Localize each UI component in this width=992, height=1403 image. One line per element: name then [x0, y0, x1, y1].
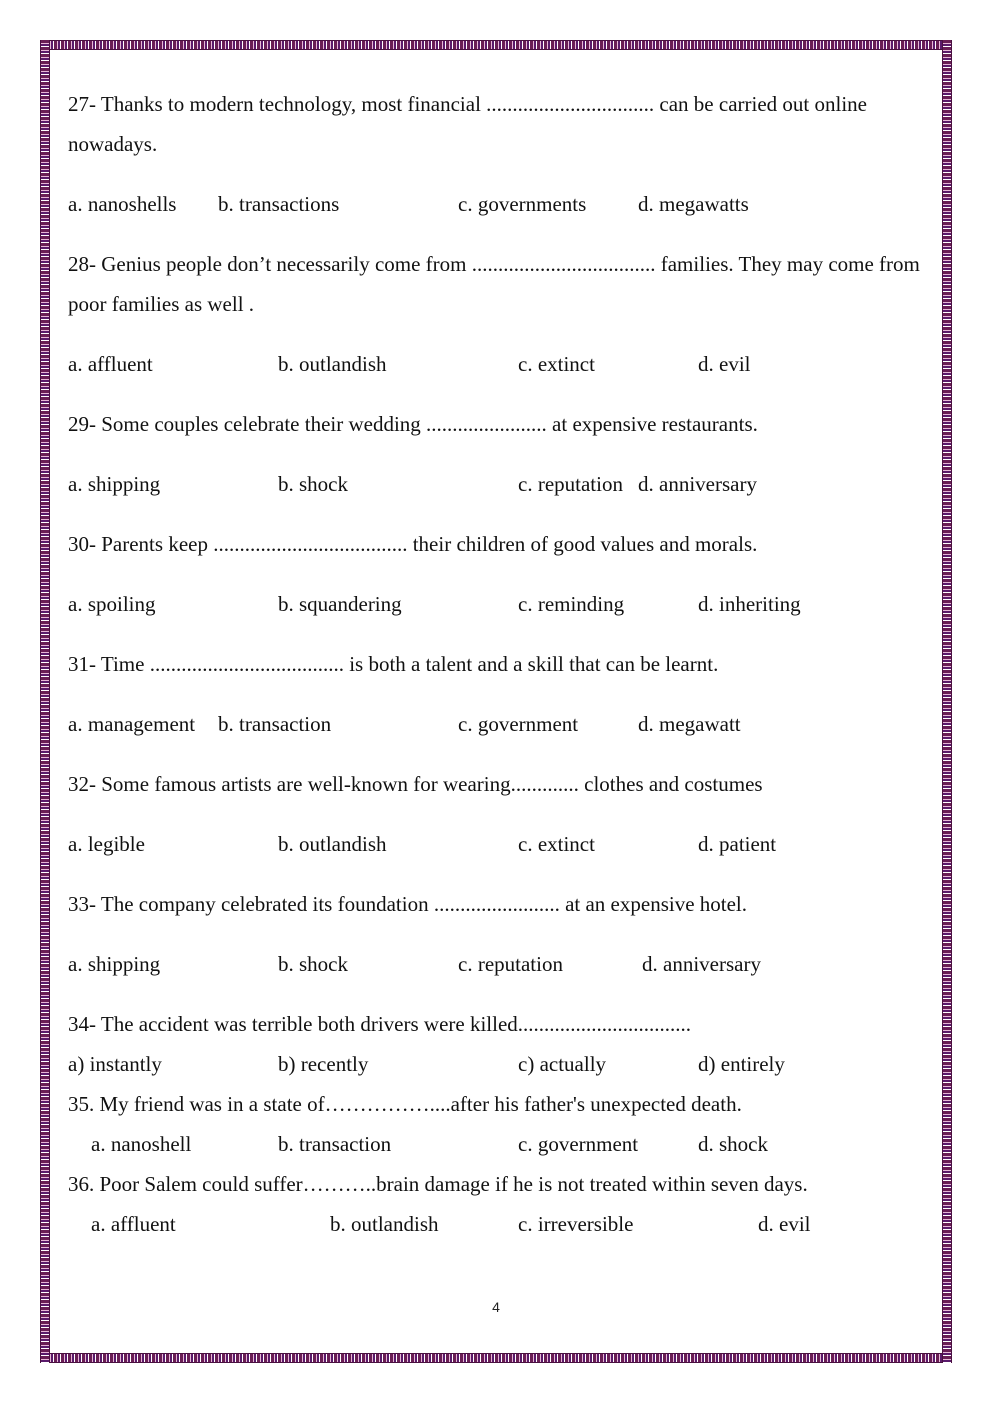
- option-b[interactable]: b. shock: [278, 472, 348, 496]
- question-27: 27- Thanks to modern technology, most financial ................................ can be carried out online nowadays.: [68, 92, 867, 156]
- question-35: 35. My friend was in a state of……………....after his father's unexpected death.: [68, 1092, 742, 1116]
- options-31: [68, 704, 928, 744]
- options-34: [68, 1044, 928, 1084]
- option-a[interactable]: a. spoiling: [68, 592, 156, 616]
- option-d[interactable]: d. evil: [758, 1212, 811, 1236]
- option-d[interactable]: d. megawatts: [638, 192, 749, 216]
- border-bottom: [40, 1353, 952, 1363]
- question-34: 34- The accident was terrible both drivers were killed.................................: [68, 1012, 692, 1036]
- options-33: [68, 944, 928, 984]
- option-c[interactable]: c. extinct: [518, 832, 595, 856]
- question-28: 28- Genius people don’t necessarily come from ................................... families. They may come from poor families as well .: [68, 252, 920, 316]
- option-d[interactable]: d. anniversary: [638, 472, 757, 496]
- option-b[interactable]: b. outlandish: [330, 1212, 439, 1236]
- border-top: [40, 40, 952, 50]
- option-c[interactable]: c. reputation: [518, 472, 623, 496]
- question-list: [68, 84, 928, 1244]
- border-right: [942, 40, 952, 1363]
- option-c[interactable]: c. reputation: [458, 952, 563, 976]
- option-c[interactable]: c. extinct: [518, 352, 595, 376]
- option-d[interactable]: d. evil: [698, 352, 751, 376]
- option-d[interactable]: d. shock: [698, 1132, 768, 1156]
- option-a[interactable]: a. management: [68, 712, 196, 736]
- option-c[interactable]: c. government: [458, 712, 579, 736]
- options-30: [68, 584, 928, 624]
- question-29: 29- Some couples celebrate their wedding ....................... at expensive restaurants.: [68, 412, 758, 436]
- option-d[interactable]: d. megawatt: [638, 712, 741, 736]
- option-c[interactable]: c. government: [518, 1132, 639, 1156]
- option-b[interactable]: b. outlandish: [278, 352, 387, 376]
- question-33: 33- The company celebrated its foundation ........................ at an expensive hotel.: [68, 892, 748, 916]
- option-d[interactable]: d. inheriting: [698, 592, 801, 616]
- options-35: [68, 1124, 928, 1164]
- question-31: 31- Time ..................................... is both a talent and a skill that can be learnt.: [68, 652, 719, 676]
- question-30: 30- Parents keep ..................................... their children of good values and morals.: [68, 532, 758, 556]
- question-36: 36. Poor Salem could suffer………..brain damage if he is not treated within seven days.: [68, 1172, 808, 1196]
- options-28: [68, 344, 928, 384]
- option-d[interactable]: d. patient: [698, 832, 777, 856]
- option-b[interactable]: b. transaction: [218, 712, 332, 736]
- option-c[interactable]: c) actually: [518, 1052, 607, 1076]
- option-c[interactable]: c. governments: [458, 192, 587, 216]
- options-36: [68, 1204, 928, 1244]
- option-a[interactable]: a. affluent: [91, 1212, 176, 1236]
- option-a[interactable]: a. nanoshell: [91, 1132, 192, 1156]
- option-b[interactable]: b) recently: [278, 1052, 369, 1076]
- option-a[interactable]: a. affluent: [68, 352, 153, 376]
- option-d[interactable]: d) entirely: [698, 1052, 785, 1076]
- border-left: [40, 40, 50, 1363]
- option-a[interactable]: a. nanoshells: [68, 192, 177, 216]
- option-c[interactable]: c. irreversible: [518, 1212, 634, 1236]
- option-b[interactable]: b. outlandish: [278, 832, 387, 856]
- option-b[interactable]: b. squandering: [278, 592, 402, 616]
- option-b[interactable]: b. transaction: [278, 1132, 392, 1156]
- question-32: 32- Some famous artists are well-known for wearing............. clothes and costumes: [68, 772, 763, 796]
- option-d[interactable]: d. anniversary: [642, 952, 761, 976]
- option-a[interactable]: a. shipping: [68, 952, 161, 976]
- option-a[interactable]: a. shipping: [68, 472, 161, 496]
- option-a[interactable]: a) instantly: [68, 1052, 162, 1076]
- option-b[interactable]: b. transactions: [218, 192, 340, 216]
- options-27: [68, 184, 928, 224]
- option-a[interactable]: a. legible: [68, 832, 145, 856]
- options-32: [68, 824, 928, 864]
- options-29: [68, 464, 928, 504]
- option-c[interactable]: c. reminding: [518, 592, 625, 616]
- page-number: 4: [492, 1299, 500, 1315]
- option-b[interactable]: b. shock: [278, 952, 348, 976]
